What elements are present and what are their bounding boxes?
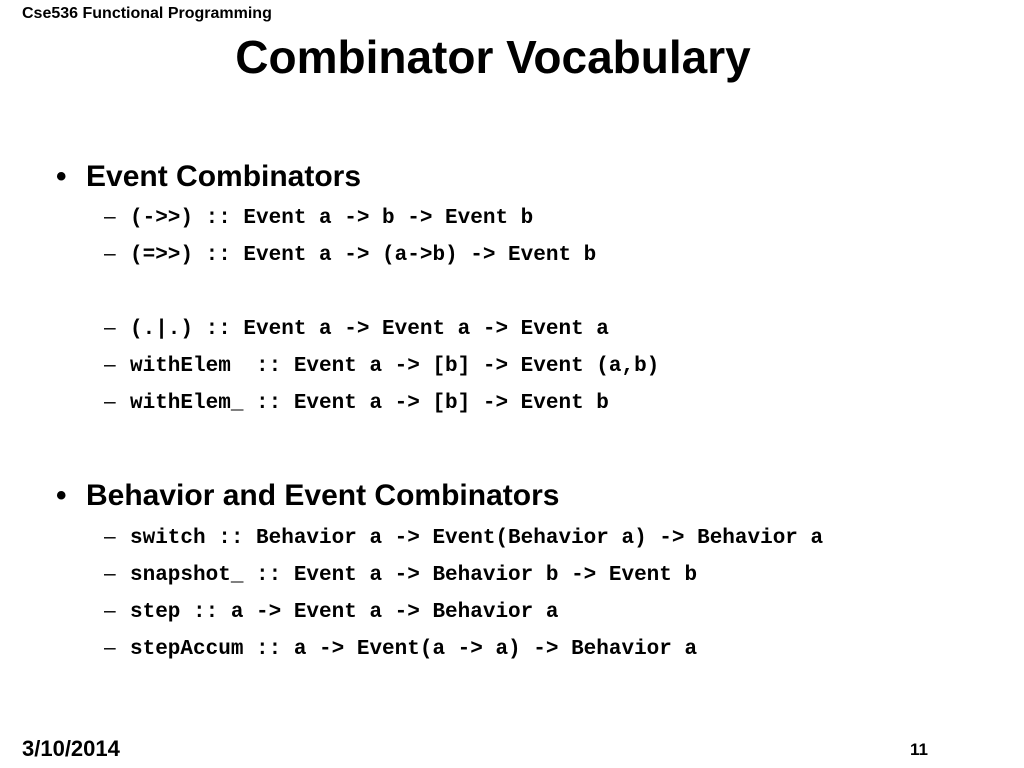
code-signature: snapshot_ :: Event a -> Behavior b -> Event b bbox=[130, 564, 698, 587]
list-item bbox=[104, 316, 609, 341]
list-item bbox=[104, 636, 697, 661]
list-item bbox=[104, 205, 533, 230]
code-signature: (.|.) :: Event a -> Event a -> Event a bbox=[130, 318, 609, 341]
course-header: Cse536 Functional Programming bbox=[22, 5, 272, 22]
dash-icon: – bbox=[104, 242, 116, 265]
dash-icon: – bbox=[104, 525, 116, 548]
code-signature: step :: a -> Event a -> Behavior a bbox=[130, 601, 559, 624]
list-item bbox=[104, 525, 823, 550]
dash-icon: – bbox=[104, 599, 116, 622]
footer-date: 3/10/2014 bbox=[22, 736, 120, 761]
dash-icon: – bbox=[104, 353, 116, 376]
code-signature: (->>) :: Event a -> b -> Event b bbox=[130, 207, 534, 230]
bullet-icon: • bbox=[56, 479, 67, 512]
dash-icon: – bbox=[104, 562, 116, 585]
list-item bbox=[104, 390, 609, 415]
dash-icon: – bbox=[104, 316, 116, 339]
bullet-icon: • bbox=[56, 160, 67, 193]
list-item bbox=[104, 242, 596, 267]
dash-icon: – bbox=[104, 205, 116, 228]
dash-icon: – bbox=[104, 636, 116, 659]
code-signature: switch :: Behavior a -> Event(Behavior a) -> Behavior a bbox=[130, 527, 824, 550]
section-heading: Behavior and Event Combinators bbox=[86, 479, 560, 512]
list-item bbox=[104, 562, 697, 587]
code-signature: stepAccum :: a -> Event(a -> a) -> Behavior a bbox=[130, 638, 698, 661]
list-item bbox=[104, 353, 659, 378]
dash-icon: – bbox=[104, 390, 116, 413]
list-item bbox=[104, 599, 558, 624]
code-signature: (=>>) :: Event a -> (a->b) -> Event b bbox=[130, 244, 597, 267]
slide-title: Combinator Vocabulary bbox=[235, 31, 751, 83]
bullet-event-combinators bbox=[56, 160, 361, 194]
section-heading: Event Combinators bbox=[86, 160, 362, 193]
code-signature: withElem :: Event a -> [b] -> Event (a,b) bbox=[130, 355, 660, 378]
code-signature: withElem_ :: Event a -> [b] -> Event b bbox=[130, 392, 609, 415]
bullet-behavior-event-combinators bbox=[56, 479, 559, 513]
page-number: 11 bbox=[910, 740, 928, 759]
